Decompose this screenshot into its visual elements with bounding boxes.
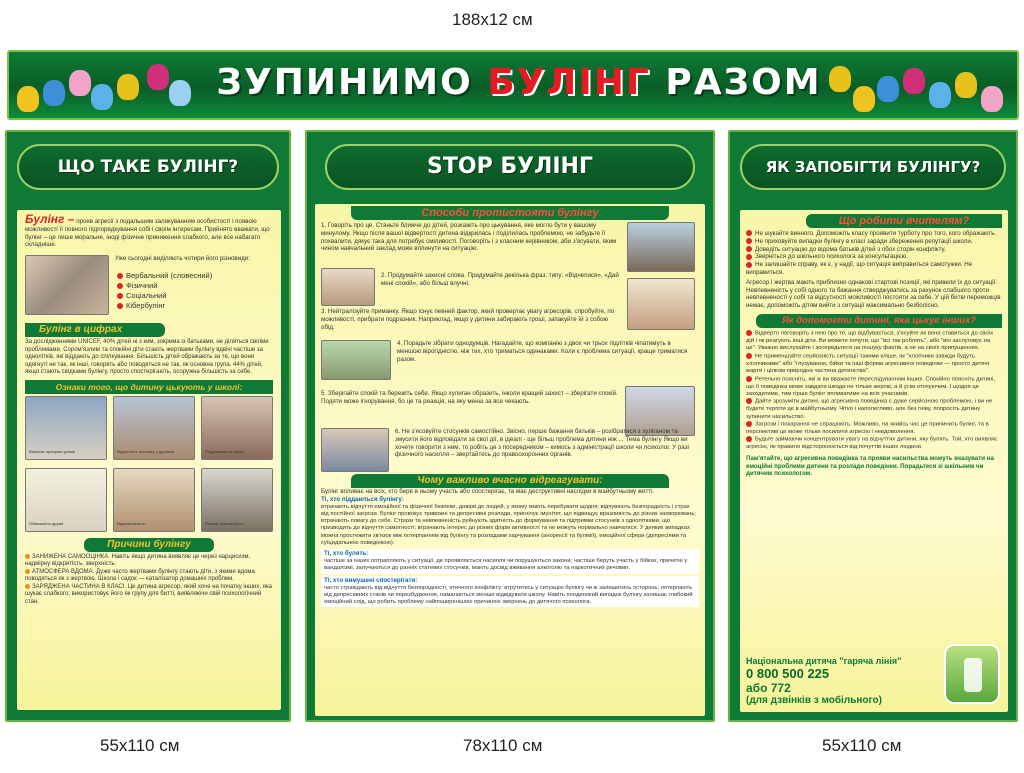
- victims-head: Ті, хто піддаються булінгу:: [321, 495, 404, 503]
- help-list: [746, 330, 1002, 452]
- stand-left: [5, 130, 291, 722]
- teachers-list: [746, 230, 1002, 277]
- bullies-text: частіше за інших потрапляють у ситуації, де проявляється насилля чи порушуються закони; частіше беруть участь у бійках, причетні у вандалізмі, залучаються до ранніх статевих стосунків, мають досвід вживання алкоголю та наркотичних речовин.: [324, 558, 688, 572]
- type-item: Соціальний: [126, 291, 167, 301]
- stand-right: [728, 130, 1018, 722]
- hotline-label: Національна дитяча "гаряча лінія": [746, 656, 902, 666]
- signs-photos: Вилучає пропуски уроків Відсутність контакту з друзями Подразливість через ... Обмеження друзів Відмовляється... Погане самопочуття: [25, 396, 273, 536]
- witness-box: Ті, хто вимушені спостерігати: часто страждають від відчуття безпорадності, етичного конфлікту: втрутитись у ситуацію булінгу чи ж залишитись осторонь; потерпають від депресивних станів чи перезбудження, намагаються менше відвідувати школу. Навіть поодинокий випадок булінгу залишає глибокий емоційний слід, що робить проблему найпоширенішою причиною звернень до дитячого психолога.: [321, 576, 699, 608]
- hotline-note: (для дзвінків з мобільного): [746, 695, 882, 706]
- help-item: Відверто поговоріть з нею про те, що відбувається, з'ясуйте як вона ставиться до своїх дій і як реагують інші діти. Ви можете почути, що "всі так роблять", або "він заслуговує на це". Уважно вислухайте і зосередьтеся на пошуку фактів, а не на своїх припущеннях.: [746, 330, 994, 352]
- bullying-definition: Булінг – прояв агресії з подальшим залякуванням особистості і появою можливості її повного підпорядкування собі і своїм інтересам. Прийнято вважати, що булінг – це лише моральне, іноді фізичне приниження слабкого, але все набагато складніше.: [25, 212, 270, 249]
- teacher-item: Не шукайте винного. Допоможіть класу проявити турботу про того, кого ображають.: [755, 230, 997, 237]
- photo-group: [321, 340, 391, 380]
- cause-item: АТМОСФЕРА ВДОМА. Дуже часто жертвами булінгу стають діти, з якими вдома поводяться як з жертвою. Школа і садок — каталізатор домашніх проблем.: [25, 568, 255, 583]
- figures-text: За дослідженнями UNICEF, 40% дітей ні з ким, зокрема із батьками, не діляться своїми проблемами. Сором'язливі та спокійні діти стають жертвами булінгу вдвічі частіше за однолітків, які віддають до спілкування. Більшість дітей ображають за те, що вони одягнуті не так, як інші, говорять або поводяться не так, як основна група. 44% дітей, якщо стають свідками булінгу, просто спостерігають, осоружна більшість за себе.: [25, 339, 269, 376]
- hand-prints-right: [829, 58, 1009, 116]
- teacher-item: Доведіть ситуацію до відома батьків дітей з обох сторін конфлікту.: [755, 245, 946, 253]
- stand-left-title: ЩО ТАКЕ БУЛІНГ?: [17, 144, 279, 190]
- types-intro: Уже сьогодні виділяють чотири його різновиди:: [115, 255, 250, 263]
- way-item: 3. Нейтралізуйте приманку. Якщо існує певний фактор, який провертає увагу агресорів, спробуйте, по можливості, прибрати подразник. Наприклад, якщо у дитини забирають гроші, запакуйте їй з собою обід.: [321, 308, 615, 331]
- size-label-left: 55x110 см: [100, 736, 180, 755]
- photo-kids: [321, 268, 375, 306]
- hotline-phone: 0 800 500 225: [746, 666, 830, 681]
- banner: [7, 50, 1019, 120]
- type-item: Кібербулінг: [126, 301, 166, 311]
- types-block: [25, 253, 273, 323]
- way-item: 5. Зберігайте спокій та бережіть себе. Якщо хулиган образить, інколи кращий захист – зберігати спокій. Подяти може ігнорування, бо це та реакція, на яку менш за все чекають.: [321, 390, 618, 405]
- size-label-middle: 78x110 см: [463, 736, 543, 755]
- help-item: Дайте зрозуміти дитині, що агресивна поведінка є дуже серйозною проблемою, і ви не будете терпіти це в майбутньому. Чітко і наполегливо, але без гніву, попросіть дитину зупинити насильство.: [746, 398, 993, 420]
- victims-text: втрачають відчуття емоційної та фізичної безпеки, довіри до людей, у якому мають перебувати щодня; відчувають безпорадність і страх від постійної загрози. Булінг провокує тривожні та депресивні розлади, пригнічує імунітет, що підвищує вразливість до різних захворювань; втрачають повагу до себе. Страхи та невпевненість руйнують здатність до формування та підтримки стосунків з однолітками, що призводить до відчуття самотності; втрачають інтерес до різних форм активності та не можуть нормально навчатися. У деяких випадках можна простежити зв'язок між потерпанням від булінгу та розладами харчування (анорексії та булімії), емоційної сфери (депресіями та суїцидальною поведінкою).: [321, 503, 696, 547]
- teacher-item: Не залишайте справу, як є, у надії, що ситуація виправиться самотужки. Не виправиться.: [746, 261, 973, 276]
- teachers-note: Агресор і жертва мають приблизно однакові стартові позиції, які привели їх до ситуації. Невпевненість у собі одного та бажання стверджуватись за рахунок слабшого проти невпевненості у собі та відсутності можливості постояти за себе. У цій битві переможців немає, допоможіть дітям вийти з ситуації максимально безболісно.: [746, 278, 1001, 310]
- size-label-top: 188x12 см: [452, 10, 533, 29]
- hand-prints-left: [17, 58, 197, 116]
- stand-left-panel: [17, 210, 281, 710]
- banner-title: ЗУПИНИМО БУЛІНГ РАЗОМ: [216, 62, 822, 103]
- witness-text: часто страждають від відчуття безпорадності, етичного конфлікту: втрутитись у ситуацію булінгу чи ж залишитись осторонь; потерпають від депресивних станів чи перезбудження, намагаються менше відвідувати школу. Навіть поодинокий випадок булінгу залишає глибокий емоційний слід, що робить проблему найпоширенішою причиною звернень до дитячого психолога.: [324, 584, 693, 606]
- help-item: Не применшуйте серйозність ситуації такими кліше, як "хлопчики завжди будуть хлопчиками" або "глузування, бійки та інші форми агресивної поведінки — просто дитячі жарти і цілком природна частина дитинства".: [746, 353, 989, 375]
- stand-right-panel: [740, 210, 1008, 712]
- help-note: Пам'ятайте, що агресивна поведінка та прояви насильства можуть вказувати на емоційні проблеми дитини та розлади поведінки. Порадьтеся зі шкільним чи дитячим психологом.: [746, 454, 994, 478]
- hotline-block: [746, 656, 936, 706]
- photo-children: [25, 255, 109, 315]
- signs-title: Ознаки того, що дитину цькують у школі:: [25, 380, 273, 394]
- teacher-item: Не приховуйте випадки булінгу в класі заради збереження репутації школи.: [755, 237, 973, 245]
- types-list: [117, 271, 212, 311]
- photo-talk: [321, 428, 389, 472]
- why-title: Чому важливо вчасно відреагувати:: [351, 474, 669, 488]
- way-item: 1. Говоріть про це. Станьте ближче до дітей, розкажіть про цькування, яке могло бути у вашому минулому. Якщо після вашої відвертості дитина відкрилась і поділилась проблемою, не забудьте її похвалити, дякує така для потребує сміливості. Поговоріть і з класним керівником, аби з'ясувати, яким чином навчальний заклад може вплинути на ситуацію.: [321, 222, 617, 253]
- photo-eating: [627, 278, 695, 330]
- way-item: 2. Продумайте захисні слова. Придумайте декілька фраз, типу: «Відчепися», «Дай мені спокій», або більш влучні.: [381, 272, 619, 287]
- stand-middle: [305, 130, 715, 722]
- teachers-title: Що робити вчителям?: [806, 214, 1002, 228]
- way-item: 6. Не з'ясовуйте стосунків самостійно. Звісно, перше бажання батьків – розібратися з хуліганом та змусити його відповідати за свої дії, в ідеалі - ще більш проблема дитини ніж ... Тема булінгу Якщо ви хочете говорити з ним, то робіть це з посередником – кимось з адміністрації школи чи психолог. У разі фізичного насилля – звертайтесь до правоохоронних органів.: [395, 428, 689, 459]
- photo-mother-child: [627, 222, 695, 272]
- stand-middle-title: STOP БУЛІНГ: [325, 144, 695, 190]
- type-item: Фізичний: [126, 281, 158, 291]
- stand-right-title: ЯК ЗАПОБІГТИ БУЛІНГУ?: [740, 144, 1006, 190]
- help-item: Ретельно поясніть, які ж ви вважаєте переслідуванням інших. Спокійно поясніть дитині, що її поведінка може завдати шкоди не тільки жертві, а й усім оточуючим. І щодня це заходитиме, тим гірше булінг впливатиме на всіх учасників.: [746, 376, 996, 397]
- bullies-box: Ті, хто булять: частіше за інших потрапляють у ситуації, де проявляється насилля чи порушуються закони; частіше беруть участь у бійках, причетні у вандалізмі, залучаються до ранніх статевих стосунків, мають досвід вживання алкоголю та наркотичних речовин.: [321, 549, 699, 573]
- teacher-item: Зверніться до шкільного психолога за консультацією.: [755, 253, 908, 261]
- help-item: Загрози і покарання не спрацюють. Можливо, на якийсь час це припинить булінг, та в перспективі це може тільки посилити агресію і невдоволення.: [746, 421, 989, 436]
- causes-title: Причини булінгу: [84, 538, 214, 552]
- way-item: 4. Порадьте зібрати однодумців. Нагадайте, що компанію з двох чи трьох підлітків чіпатимуть в меншою вірогідністю, ніж тих, хто триматься одинаками. Коли є проблема ситуації, краще триматися разом.: [397, 340, 688, 363]
- ways-title: Способи протистояти булінгу: [351, 206, 669, 220]
- stand-middle-panel: [315, 204, 705, 716]
- cause-item: ЗАРЯДЖЕНА ЧАСТИНА В КЛАСІ. Це дитина агресор, який хоче на початку інших, яка шукає слабкого, використовує його як групу для битті, виявляючи свій психологічний стан.: [25, 583, 272, 605]
- figures-title: Булінг в цифрах: [25, 323, 165, 337]
- size-label-right: 55x110 см: [822, 736, 902, 755]
- help-item: Будьте займаючи концентрувати увагу на відчуттях дитини, яку булять. Той, хто виявляє агресію, як правило відсторонюється від почуттів інших людини.: [746, 437, 998, 451]
- type-item: Вербальний (словесний): [126, 271, 213, 281]
- why-text: Булінг впливає на всіх, хто бере в ньому участь або спостерігає, та має деструктивні наслідки в майбутньому житті.: [321, 488, 655, 495]
- cause-item: ЗАНИЖЕНА САМООЦІНКА. Навіть якщо дитина виявляє це через нарцисизм, надмірну відкритість, зверхність.: [25, 553, 251, 568]
- ways-block: [321, 222, 699, 472]
- help-title: Як допомогти дитині, яка цькує інших?: [756, 314, 1002, 328]
- hotline-alt: або 772: [746, 681, 791, 695]
- phone-icon: [944, 644, 1000, 704]
